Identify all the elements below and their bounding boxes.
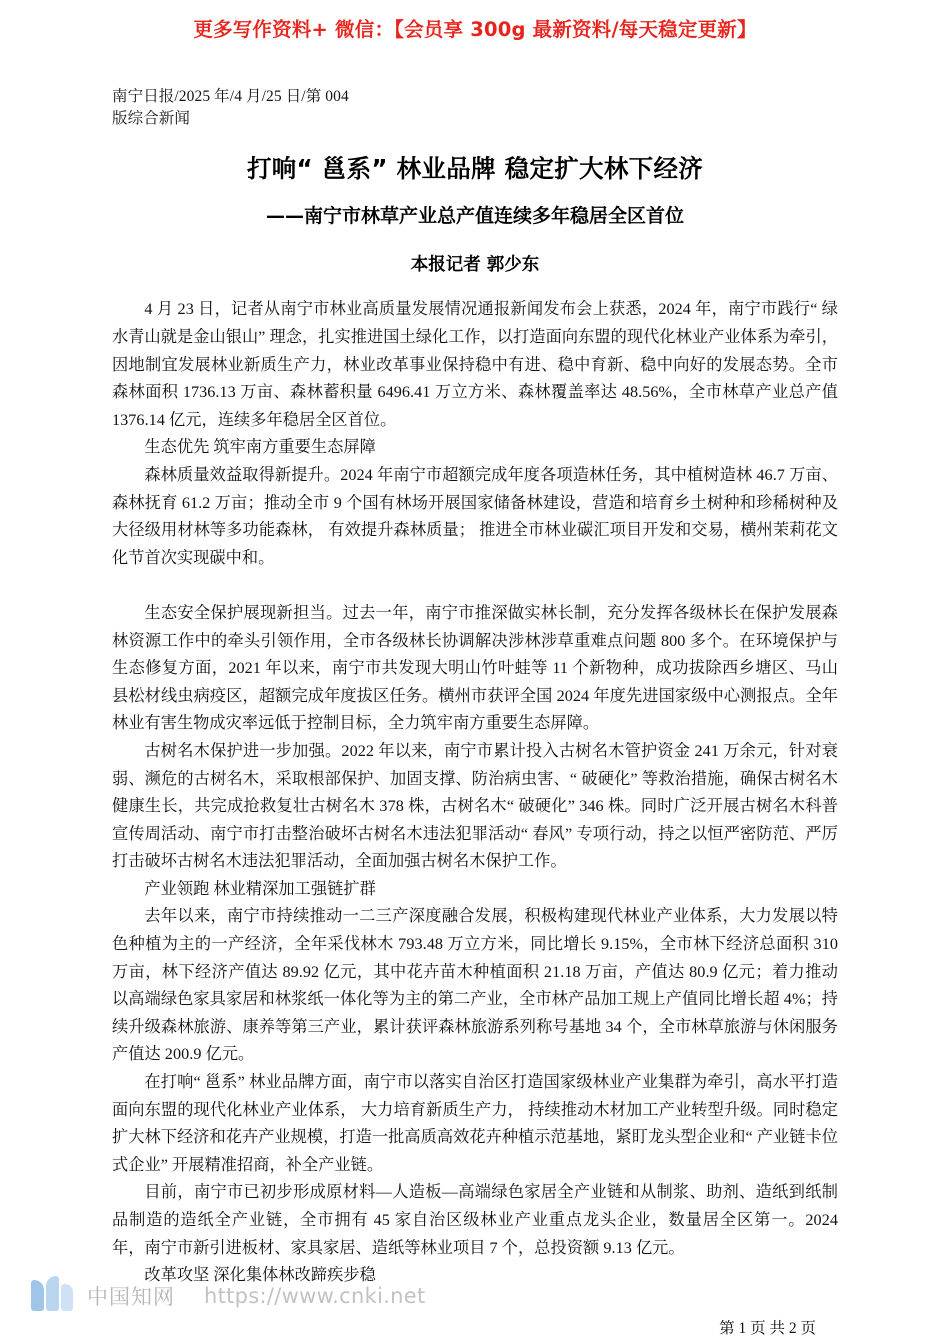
- page-number-footer: 第 1 页 共 2 页: [719, 1319, 816, 1337]
- source-citation-line-2: 版综合新闻: [112, 110, 191, 127]
- promo-banner: 更多写作资料+ 微信：【会员享 300g 最新资料/每天稳定更新】: [193, 18, 757, 41]
- article-paragraph: 去年以来，南宁市持续推动一二三产深度融合发展，积极构建现代林业产业体系，大力发展以特色种植为主的一产经济，全年采伐林木 793.48 万立方米，同比增长 9.15%，全市林下经济总面积 310 万亩，林下经济产值达 89.92 亿元，其中花卉苗木种植面积 21.18 万亩，产值达 80.9 亿元；着力推动以高端绿色家具家居和林浆纸一体化等为主的第二产业，全市林产品加工规上产值同比增长超 4%；持续升级森林旅游、康养等第三产业，累计获评森林旅游系列称号基地 34 个，全市林草旅游与休闲服务产值达 200.9 亿元。: [112, 907, 838, 1064]
- article-paragraph: 森林质量效益取得新提升。2024 年南宁市超额完成年度各项造林任务，其中植树造林 46.7 万亩、森林抚育 61.2 万亩；推动全市 9 个国有林场开展国家储备林建设，营造和培育乡土树种和珍稀树种及大径级用材林等多功能森林， 有效提升森林质量； 推进全市林业碳汇项目开发和交易，横州茉莉花文化节首次实现碳中和。: [112, 465, 838, 567]
- article-title: 打响“ 邕系” 林业品牌 稳定扩大林下经济: [246, 154, 704, 183]
- source-citation-line-1: 南宁日报/2025 年/4 月/25 日/第 004: [112, 88, 349, 105]
- article-paragraph: 目前，南宁市已初步形成原材料—人造板—高端绿色家居全产业链和从制浆、助剂、造纸到纸制品制造的造纸全产业链，全市拥有 45 家自治区级林业产业重点龙头企业，数量居全区第一。2024 年，南宁市新引进板材、家具家居、造纸等林业项目 7 个，总投资额 9.13 亿元。: [112, 1183, 838, 1257]
- article-paragraph: 4 月 23 日，记者从南宁市林业高质量发展情况通报新闻发布会上获悉，2024 年，南宁市践行“ 绿水青山就是金山银山” 理念，扎实推进国土绿化工作，以打造面向东盟的现代化林业产业体系为牵引，因地制宜发展林业新质生产力，林业改革事业保持稳中有进、稳中育新、稳中向好的发展态势。全市森林面积 1736.13 万亩、森林蓄积量 6496.41 万立方米、森林覆盖率达 48.56%，全市林草产业总产值 1376.14 亿元，连续多年稳居全区首位。: [112, 300, 838, 429]
- cnki-brand-label: 中国知网: [87, 1285, 175, 1309]
- article-paragraph: 在打响“ 邕系” 林业品牌方面，南宁市以落实自治区打造国家级林业产业集群为牵引，高水平打造面向东盟的现代化林业产业体系， 大力培育新质生产力， 持续推动木材加工产业转型升级。同时稳定扩大林下经济和花卉产业规模，打造一批高质高效花卉种植示范基地，紧盯龙头型企业和“ 产业链卡位式企业” 开展精准招商，补全产业链。: [112, 1073, 838, 1174]
- article-byline: 本报记者 郭少东: [410, 255, 540, 276]
- source-citation: [112, 86, 838, 130]
- article-subheading: 改革攻坚 深化集体林改蹄疾步稳: [144, 1266, 376, 1285]
- article-paragraph: 生态安全保护展现新担当。过去一年，南宁市推深做实林长制，充分发挥各级林长在保护发展森林资源工作中的牵头引领作用，全市各级林长协调解决涉林涉草重难点问题 800 多个。在环境保护与生态修复方面，2021 年以来，南宁市共发现大明山竹叶蛙等 11 个新物种，成功拔除西乡塘区、马山县松材线虫病疫区，超额完成年度拔区任务。横州市获评全国 2024 年度先进国家级中心测报点。全年林业有害生物成灾率远低于控制目标，全力筑牢南方重要生态屏障。: [112, 603, 838, 733]
- article-subheading: 生态优先 筑牢南方重要生态屏障: [144, 438, 376, 457]
- article-subtitle: ——南宁市林草产业总产值连续多年稳居全区首位: [265, 205, 684, 228]
- cnki-watermark: [30, 1276, 426, 1316]
- article-subheading: 产业领跑 林业精深加工强链扩群: [144, 879, 376, 898]
- document-sheet: [112, 86, 838, 1338]
- article-body: [112, 296, 838, 1289]
- cnki-url-label: https://www.cnki.net: [204, 1284, 426, 1308]
- cnki-leaf-logo-icon: [30, 1276, 74, 1316]
- article-paragraph: 古树名木保护进一步加强。2022 年以来，南宁市累计投入古树名木管护资金 241 万余元，针对衰弱、濒危的古树名木，采取根部保护、加固支撑、防治病虫害、“ 破硬化” 等救治措施，确保古树名木健康生长，共完成抢救复壮古树名木 378 株，古树名木“ 破硬化” 346 株。同时广泛开展古树名木科普宣传周活动、南宁市打击整治破坏古树名木违法犯罪活动“ 春风” 专项行动，持之以恒严密防范、严厉打击破坏古树名木违法犯罪活动，全面加强古树名木保护工作。: [112, 741, 838, 871]
